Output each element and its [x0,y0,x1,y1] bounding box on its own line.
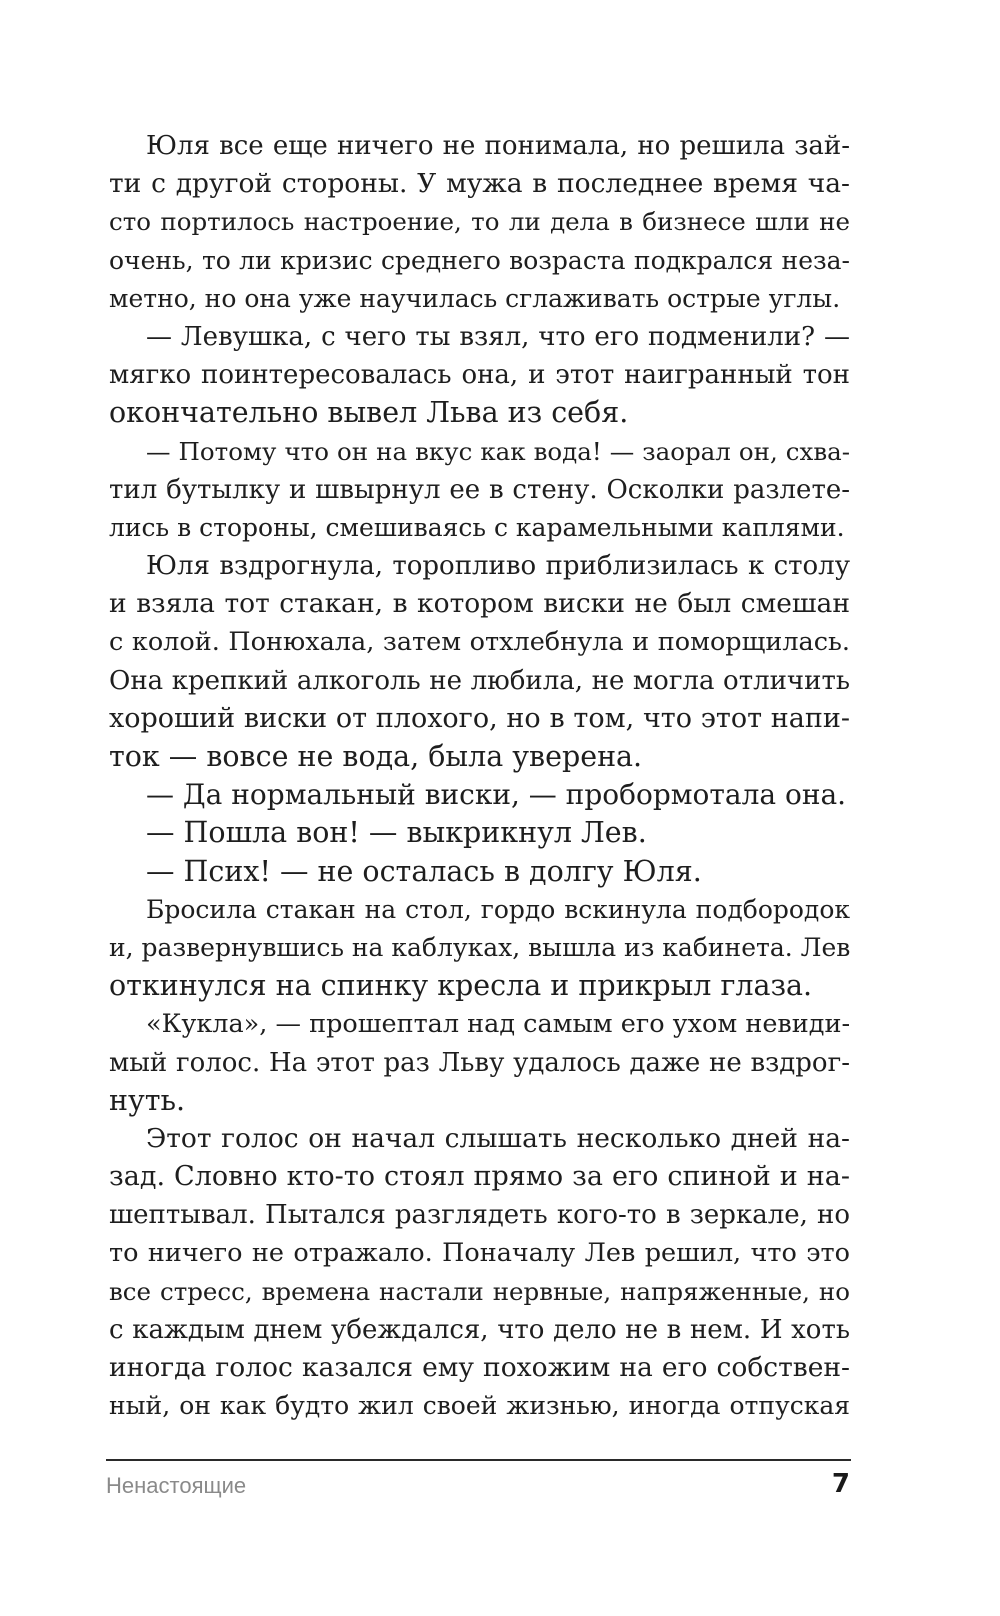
text-line: ный, он как будто жил своей жизнью, иногда отпуская [109,1391,850,1421]
text-line: — Да нормальный виски, — пробормотала она. [146,778,847,812]
text-line: тил бутылку и швырнул ее в стену. Осколки разлете- [109,474,850,505]
text-line: и взяла тот стакан, в котором виски не был смешан [109,588,850,620]
text-line: «Кукла», — прошептал над самым его ухом невиди- [146,1009,851,1040]
text-line: Бросила стакан на стол, гордо вскинула подбородок [146,894,850,924]
text-line: с каждым днем убеждался, что дело не в нем. И хоть [109,1314,850,1345]
text-line: лись в стороны, смешиваясь с карамельными каплями. [109,512,845,542]
footer-divider [106,1459,851,1461]
text-line: мягко поинтересовалась она, и этот наигранный тон [109,360,850,391]
text-line: нуть. [109,1083,186,1117]
text-line: зад. Словно кто-то стоял прямо за его спиной и на- [109,1161,850,1193]
text-line: с колой. Понюхала, затем отхлебнула и поморщилась. [109,627,850,658]
text-line: метно, но она уже научилась сглаживать острые углы. [109,283,841,313]
text-line: очень, то ли кризис среднего возраста подкрался неза- [109,245,850,275]
running-footer-title: Ненастоящие [106,1473,247,1498]
page-number: 7 [831,1469,850,1499]
text-line: Она крепкий алкоголь не любила, не могла отличить [109,665,850,696]
text-line: то ничего не отражало. Поначалу Лев решил, что это [109,1238,850,1269]
text-line: мый голос. На этот раз Льву удалось даже не вздрог- [109,1047,850,1078]
body-text [109,127,850,1425]
text-line: — Псих! — не осталась в долгу Юля. [146,854,702,888]
text-line: окончательно вывел Льва из себя. [109,396,629,430]
text-line: ти с другой стороны. У мужа в последнее время ча- [109,168,850,200]
text-line: — Потому что он на вкус как вода! — заорал он, схва- [146,436,850,466]
text-line: и, развернувшись на каблуках, вышла из кабинета. Лев [109,932,851,962]
text-line: откинулся на спинку кресла и прикрыл глаза. [109,969,813,1003]
text-line: иногда голос казался ему похожим на его собствен- [109,1352,850,1383]
text-line: Юля вздрогнула, торопливо приблизилась к столу [146,551,850,582]
text-line: — Левушка, с чего ты взял, что его подменили? — [146,321,850,352]
text-line: Этот голос он начал слышать несколько дней на- [146,1122,850,1154]
text-line: сто портилось настроение, то ли дела в бизнесе шли не [109,207,850,237]
text-line: Юля все еще ничего не понимала, но решила зай- [146,131,850,161]
text-line: хороший виски от плохого, но в том, что этот напи- [109,702,850,734]
text-line: шептывал. Пытался разглядеть кого-то в зеркале, но [109,1200,850,1231]
text-line: все стресс, времена настали нервные, напряженные, но [109,1276,850,1306]
text-line: — Пошла вон! — выкрикнул Лев. [146,816,647,850]
text-line: ток — вовсе не вода, была уверена. [109,740,643,773]
